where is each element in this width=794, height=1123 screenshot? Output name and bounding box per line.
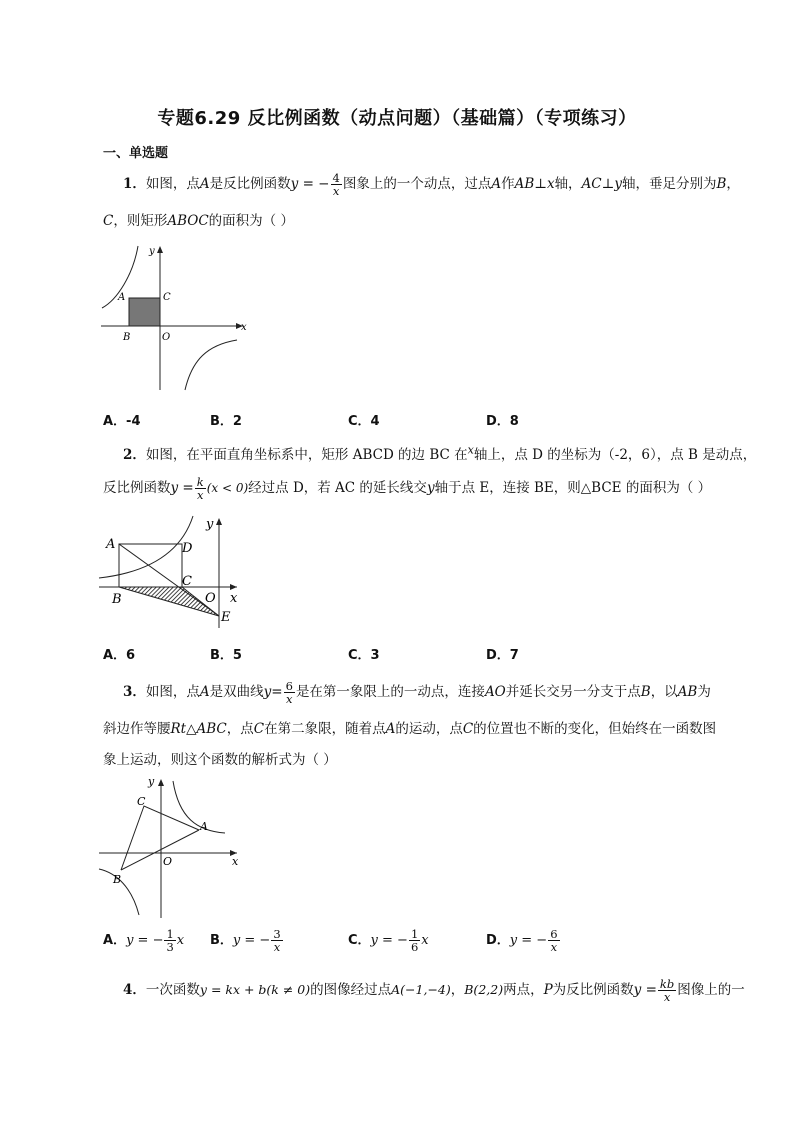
q1-label-O: O — [162, 332, 171, 343]
q3-label-y: y — [148, 775, 155, 788]
q1-option-b[interactable]: B．2 — [210, 414, 242, 429]
q3-label-C: C — [137, 795, 146, 808]
q3-fraction: $\frac{6}{x}$ — [285, 679, 293, 707]
q1-option-c[interactable]: C．4 — [348, 414, 380, 429]
q2-label-D: D — [182, 541, 193, 556]
q2-fraction: $\frac{k}{x}$ — [196, 475, 204, 503]
q3-option-a[interactable]: A．y = − $\frac{1}{3}$ x — [103, 927, 185, 955]
page-title: 专题6.29 反比例函数（动点问题）（基础篇）（专项练习） — [157, 108, 637, 129]
q3-option-c[interactable]: C．y = − $\frac{1}{6}$ x — [348, 927, 429, 955]
q2-figure — [97, 510, 247, 635]
q3-figure — [97, 773, 247, 923]
q3-line-2: 斜边作等腰Rt△ABC，点C在第二象限，随着点A的运动，点C的位置也不断的变化，但始终在一函数图 — [103, 721, 717, 737]
q3-option-d[interactable]: D．y = − $\frac{6}{x}$ — [486, 927, 558, 955]
section-heading: 一、单选题 — [103, 146, 169, 161]
q2-label-y: y — [206, 517, 214, 532]
q4-function: y = kx + b(k ≠ 0) — [199, 982, 311, 998]
q1-label-y: y — [149, 246, 155, 257]
q3-label-A: A — [200, 820, 208, 833]
q1-function: y = − — [290, 176, 330, 193]
q2-option-b[interactable]: B．5 — [210, 648, 242, 663]
q3-line-1: 3．如图，点A是双曲线y= $\frac{6}{x}$ 是在第一象限上的一动点，连接AO并延长交另一分支于点B，以AB为 — [123, 679, 711, 707]
q4-number: 4． — [123, 982, 146, 999]
q2-label-C: C — [182, 574, 192, 589]
q2-option-d[interactable]: D．7 — [486, 648, 519, 663]
q2-label-E: E — [221, 610, 231, 625]
q1-number: 1． — [123, 176, 146, 193]
q1-figure — [97, 240, 257, 395]
q2-line-1: 2．如图，在平面直角坐标系中，矩形 ABCD 的边 BC 在$^x$轴上，点 D 的坐标为（-2，6），点 B 是动点， — [123, 443, 757, 463]
q1-option-a[interactable]: A．-4 — [103, 414, 141, 429]
q2-label-B: B — [112, 592, 122, 607]
q1-label-A: A — [118, 292, 126, 303]
q1-line-1: 1．如图，点A是反比例函数y = − $\frac{4}{x}$ 图象上的一个动点，过点A作AB⊥x轴，AC⊥y轴，垂足分别为B， — [123, 171, 740, 199]
q3-function: y= — [263, 684, 283, 701]
q2-option-c[interactable]: C．3 — [348, 648, 380, 663]
q3-label-O: O — [163, 855, 173, 868]
q1-fraction: $\frac{4}{x}$ — [332, 171, 340, 199]
q3-number: 3． — [123, 684, 146, 701]
q2-label-A: A — [106, 537, 116, 552]
q1-label-x: x — [241, 322, 247, 333]
q2-label-x: x — [230, 591, 238, 606]
q1-label-C: C — [163, 292, 171, 303]
q2-option-a[interactable]: A．6 — [103, 648, 136, 663]
q4-line-1: 4．一次函数y = kx + b(k ≠ 0)的图像经过点A(−1,−4)，B(2,2)两点，P为反比例函数y = $\frac{kb}{x}$ 图像上的一 — [123, 977, 745, 1005]
q2-label-O: O — [205, 591, 216, 606]
q4-fraction: $\frac{kb}{x}$ — [659, 977, 675, 1005]
q3-label-x: x — [232, 855, 239, 868]
q1-option-d[interactable]: D．8 — [486, 414, 519, 429]
q2-line-2: 反比例函数y = $\frac{k}{x}$ (x < 0)经过点 D，若 AC 的延长线交y轴于点 E，连接 BE，则△BCE 的面积为（ ） — [103, 475, 712, 503]
q3-option-b[interactable]: B．y = − $\frac{3}{x}$ — [210, 927, 281, 955]
q3-label-B: B — [113, 873, 122, 886]
q1-line-2: C，则矩形ABOC的面积为（ ） — [103, 213, 294, 229]
q2-function: y = — [170, 480, 194, 497]
q1-label-B: B — [123, 332, 131, 343]
q2-number: 2． — [123, 447, 146, 463]
q3-line-3: 象上运动，则这个函数的解析式为（ ） — [103, 752, 337, 768]
